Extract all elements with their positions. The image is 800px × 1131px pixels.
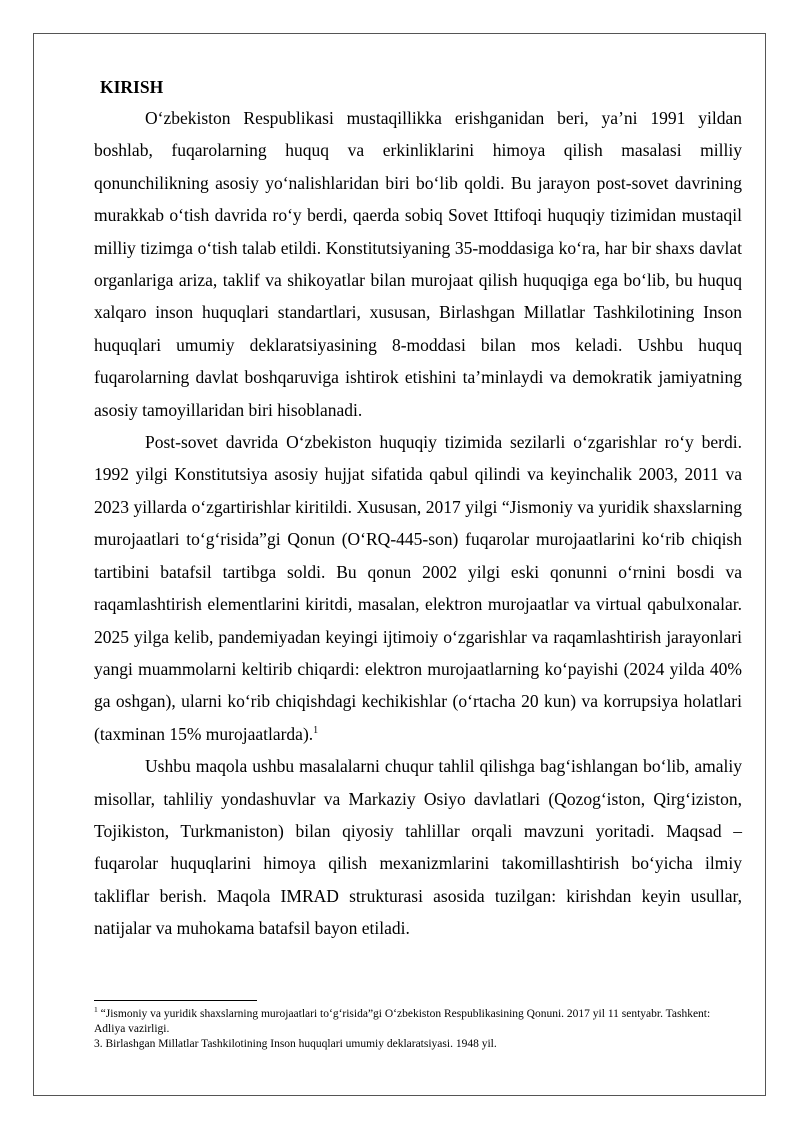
footnote-1 xyxy=(94,1007,742,1037)
document-body xyxy=(94,74,742,945)
footnote-separator xyxy=(94,1000,257,1001)
footnote-2: 3. Birlashgan Millatlar Tashkilotining Inson huquqlari umumiy deklaratsiyasi. 1948 yil. xyxy=(94,1038,497,1050)
footnotes-section xyxy=(94,1000,742,1052)
footnote-1-mark: 1 xyxy=(94,1005,98,1015)
section-heading: KIRISH xyxy=(100,77,164,97)
paragraph-2 xyxy=(94,426,742,750)
footnote-reference[interactable]: 1 xyxy=(313,724,319,736)
paragraph-2-text: Post-sovet davrida O‘zbekiston huquqiy tizimida sezilarli o‘zgarishlar ro‘y berdi. 1992 yilgi Konstitutsiya asosiy hujjat sifatida qabul qilindi va keyinchalik 2003, 2011 va 2023 yillarda o‘zgartirishlar kiritildi. Xususan, 2017 yilgi “Jismoniy va yuridik shaxslarning murojaatlari to‘g‘risida”gi Qonun (O‘RQ-445-son) fuqarolar murojaatlarini ko‘rib chiqish tartibini batafsil tartibga soldi. Bu qonun 2002 yilgi eski qonunni o‘rnini bosdi va raqamlashtirish elementlarini kiritdi, masalan, elektron murojaatlar va virtual qabulxonalar. 2025 yilga kelib, pandemiyadan keyingi ijtimoiy o‘zgarishlar va raqamlashtirish jarayonlari yangi muammolarni keltirib chiqardi: elektron murojaatlarning ko‘payishi (2024 yilda 40% ga oshgan), ularni ko‘rib chiqishdagi kechikishlar (o‘rtacha 20 kun) va korrupsiya holatlari (taxminan 15% murojaatlarda). xyxy=(94,432,742,744)
paragraph-3: Ushbu maqola ushbu masalalarni chuqur tahlil qilishga bag‘ishlangan bo‘lib, amaliy misollar, tahliliy yondashuvlar va Markaziy Osiyo davlatlari (Qozog‘iston, Qirg‘iziston, Tojikiston, Turkmaniston) bilan qiyosiy tahlillar orqali mavzuni yoritadi. Maqsad – fuqarolar huquqlarini himoya qilish mexanizmlarini takomillashtirish bo‘yicha ilmiy takliflar berish. Maqola IMRAD strukturasi asosida tuzilgan: kirishdan keyin usullar, natijalar va muhokama batafsil bayon etiladi. xyxy=(94,756,742,939)
paragraph-1: O‘zbekiston Respublikasi mustaqillikka erishganidan beri, ya’ni 1991 yildan boshlab, fuqarolarning huquq va erkinliklarini himoya qilish masalasi milliy qonunchilikning asosiy yo‘nalishlaridan biri bo‘lib qoldi. Bu jarayon post-sovet davrining murakkab o‘tish davrida ro‘y berdi, qaerda sobiq Sovet Ittifoqi huquqiy tizimidan mustaqil milliy tizimga o‘tish talab etildi. Konstitutsiyaning 35-moddasiga ko‘ra, har bir shaxs davlat organlariga ariza, taklif va shikoyatlar bilan murojaat qilish huquqiga ega bo‘lib, bu huquq xalqaro inson huquqlari standartlari, xususan, Birlashgan Millatlar Tashkilotining Inson huquqlari umumiy deklaratsiyasining 8-moddasi bilan mos keladi. Ushbu huquq fuqarolarning davlat boshqaruviga ishtirok etishini ta’minlaydi va demokratik jamiyatning asosiy tamoyillaridan biri hisoblanadi. xyxy=(94,108,742,420)
footnote-1-text: “Jismoniy va yuridik shaxslarning murojaatlari to‘g‘risida”gi O‘zbekiston Respublikasining Qonuni. 2017 yil 11 sentyabr. Tashkent: Adliya vazirligi. xyxy=(94,1008,711,1035)
